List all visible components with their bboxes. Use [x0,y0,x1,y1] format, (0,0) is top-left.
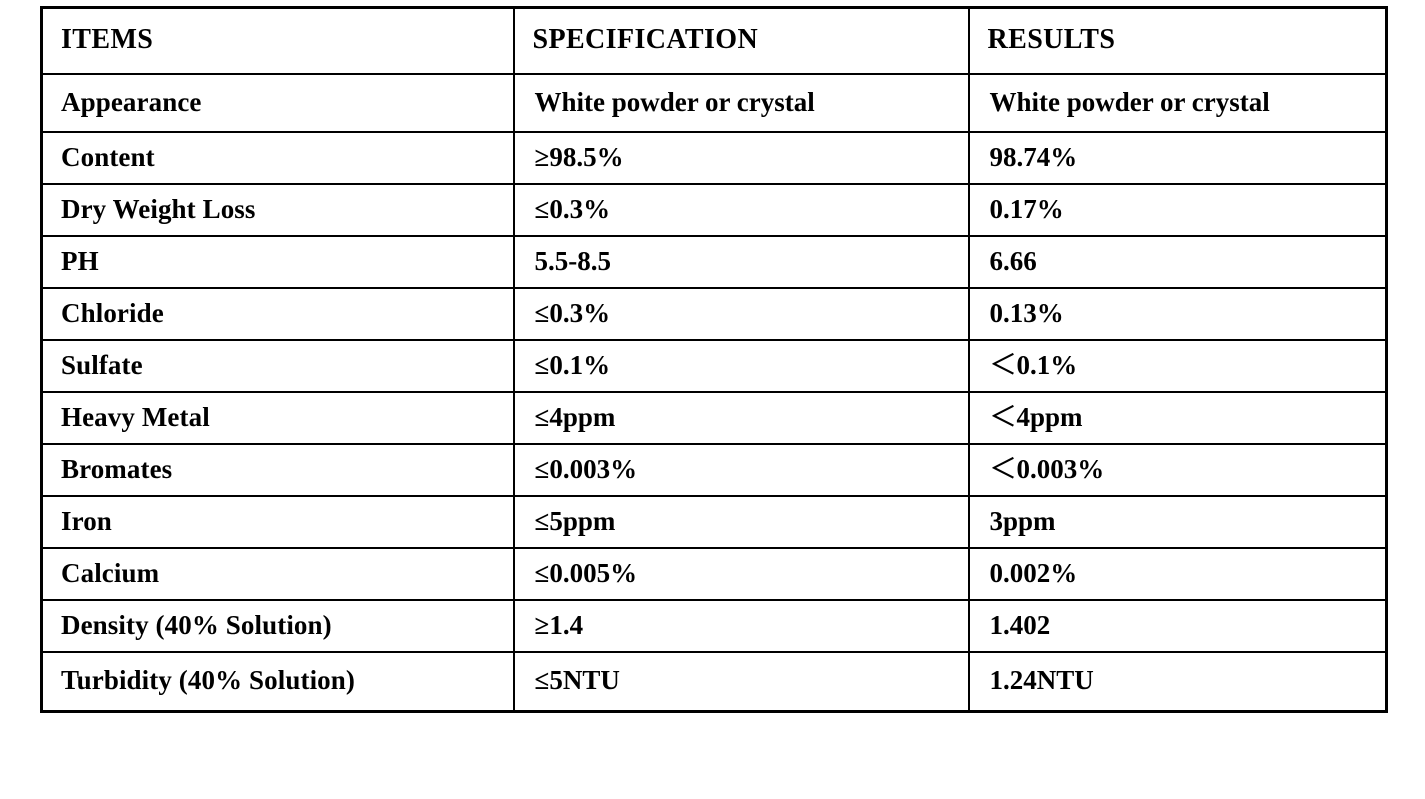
cell-specification: ≤0.3% [514,184,969,236]
cell-item: Sulfate [42,340,514,392]
table-row [42,288,1387,340]
cell-specification: ≥1.4 [514,600,969,652]
cell-specification: ≤5NTU [514,652,969,712]
cell-result: ＜4ppm [969,392,1387,444]
cell-result: 0.17% [969,184,1387,236]
table-body [42,74,1387,712]
cell-specification: ≥98.5% [514,132,969,184]
cell-item: PH [42,236,514,288]
cell-item: Bromates [42,444,514,496]
cell-item: Appearance [42,74,514,132]
cell-specification: White powder or crystal [514,74,969,132]
cell-result: 1.402 [969,600,1387,652]
cell-item: Turbidity (40% Solution) [42,652,514,712]
cell-specification: ≤0.1% [514,340,969,392]
cell-item: Calcium [42,548,514,600]
cell-item: Dry Weight Loss [42,184,514,236]
table-header-row [42,8,1387,74]
cell-result: White powder or crystal [969,74,1387,132]
cell-specification: ≤4ppm [514,392,969,444]
table-row [42,74,1387,132]
column-header-results: RESULTS [969,8,1387,74]
cell-result: 1.24NTU [969,652,1387,712]
column-header-items: ITEMS [42,8,514,74]
cell-result: 98.74% [969,132,1387,184]
cell-item: Density (40% Solution) [42,600,514,652]
cell-item: Content [42,132,514,184]
table-header [42,8,1387,74]
table-row [42,496,1387,548]
cell-item: Iron [42,496,514,548]
cell-result: 6.66 [969,236,1387,288]
table-row [42,340,1387,392]
table-row [42,652,1387,712]
cell-specification: ≤0.003% [514,444,969,496]
table-row [42,392,1387,444]
cell-result: 0.13% [969,288,1387,340]
cell-item: Chloride [42,288,514,340]
cell-result: ＜0.003% [969,444,1387,496]
column-header-specification: SPECIFICATION [514,8,969,74]
cell-result: 0.002% [969,548,1387,600]
table-row [42,236,1387,288]
table-row [42,132,1387,184]
cell-specification: ≤0.005% [514,548,969,600]
cell-result: ＜0.1% [969,340,1387,392]
cell-specification: ≤5ppm [514,496,969,548]
table-row [42,444,1387,496]
cell-specification: ≤0.3% [514,288,969,340]
cell-specification: 5.5-8.5 [514,236,969,288]
specification-table [40,6,1388,713]
table-row [42,548,1387,600]
table-row [42,184,1387,236]
cell-result: 3ppm [969,496,1387,548]
table-row [42,600,1387,652]
cell-item: Heavy Metal [42,392,514,444]
